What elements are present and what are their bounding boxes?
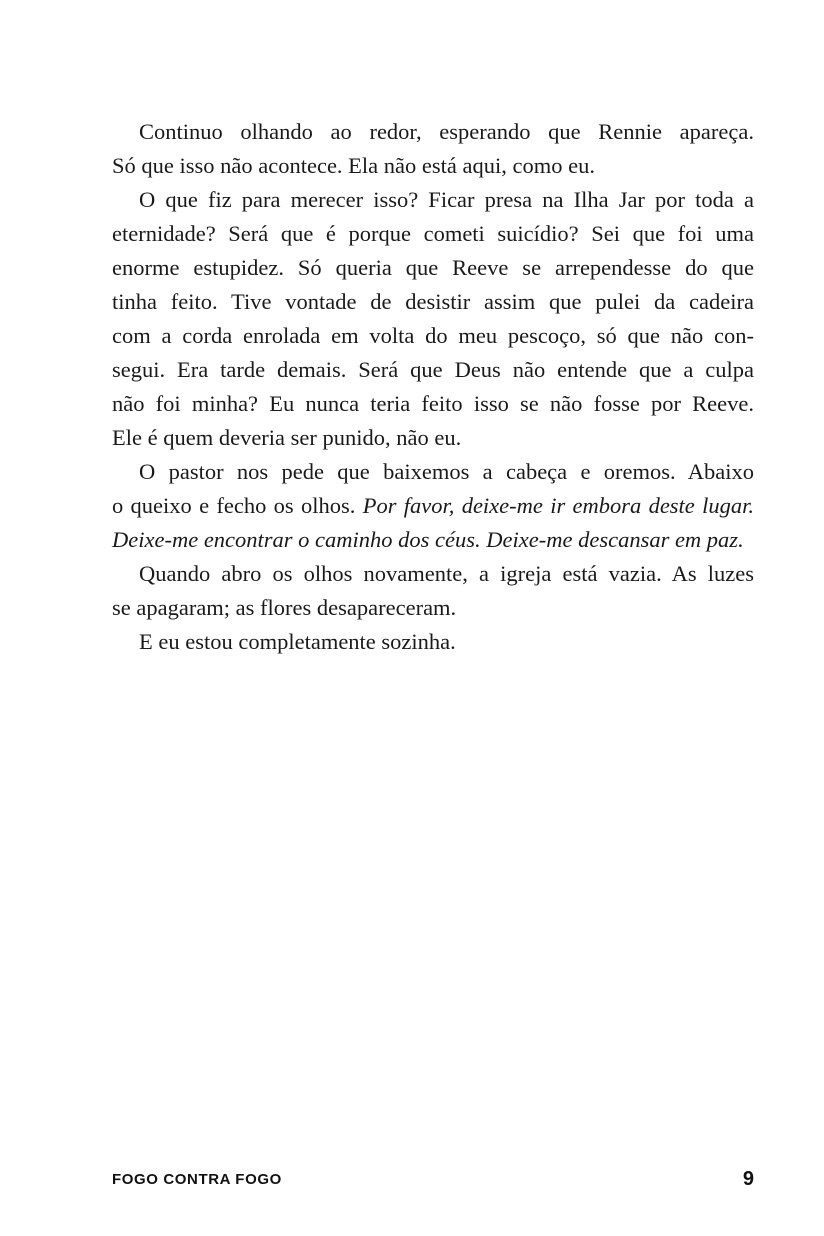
- text-line: tinha feito. Tive vontade de desistir assim que pulei da cadeira: [112, 289, 754, 314]
- text-line: não foi minha? Eu nunca teria feito isso se não fosse por Reeve.: [112, 391, 754, 416]
- paragraph-1: [112, 115, 754, 183]
- italic-prayer-text: Deixe-me encontrar o caminho dos céus. Deixe-me descansar em paz.: [112, 527, 744, 552]
- italic-prayer-text: Por favor, deixe-me ir embora deste lugar.: [362, 493, 754, 518]
- text-line: eternidade? Será que é porque cometi suicídio? Sei que foi uma: [112, 221, 754, 246]
- paragraph-3: [112, 455, 754, 557]
- text-line: Quando abro os olhos novamente, a igreja está vazia. As luzes: [139, 561, 754, 586]
- text-line: se apagaram; as flores desapareceram.: [112, 595, 457, 620]
- text-line: O pastor nos pede que baixemos a cabeça e oremos. Abaixo: [139, 459, 754, 484]
- paragraph-4: [112, 557, 754, 625]
- text-line: Continuo olhando ao redor, esperando que Rennie apareça.: [139, 119, 754, 144]
- plain-text: o queixo e fecho os olhos.: [112, 493, 356, 518]
- text-line: E eu estou completamente sozinha.: [139, 629, 456, 654]
- text-line: segui. Era tarde demais. Será que Deus não entende que a culpa: [112, 357, 754, 382]
- text-line: enorme estupidez. Só queria que Reeve se arrependesse do que: [112, 255, 754, 280]
- paragraph-5: [112, 625, 754, 659]
- text-line: com a corda enrolada em volta do meu pescoço, só que não con-: [112, 323, 754, 348]
- text-line: Só que isso não acontece. Ela não está aqui, como eu.: [112, 153, 595, 178]
- paragraph-2: [112, 183, 754, 455]
- body-text: [112, 115, 754, 659]
- page-number: 9: [742, 1168, 754, 1190]
- text-line: [112, 489, 754, 523]
- text-line: [112, 523, 754, 557]
- text-line: O que fiz para merecer isso? Ficar presa na Ilha Jar por toda a: [139, 187, 754, 212]
- text-line: Ele é quem deveria ser punido, não eu.: [112, 425, 462, 450]
- page-footer: [112, 1168, 754, 1194]
- running-title: FOGO CONTRA FOGO: [112, 1171, 282, 1188]
